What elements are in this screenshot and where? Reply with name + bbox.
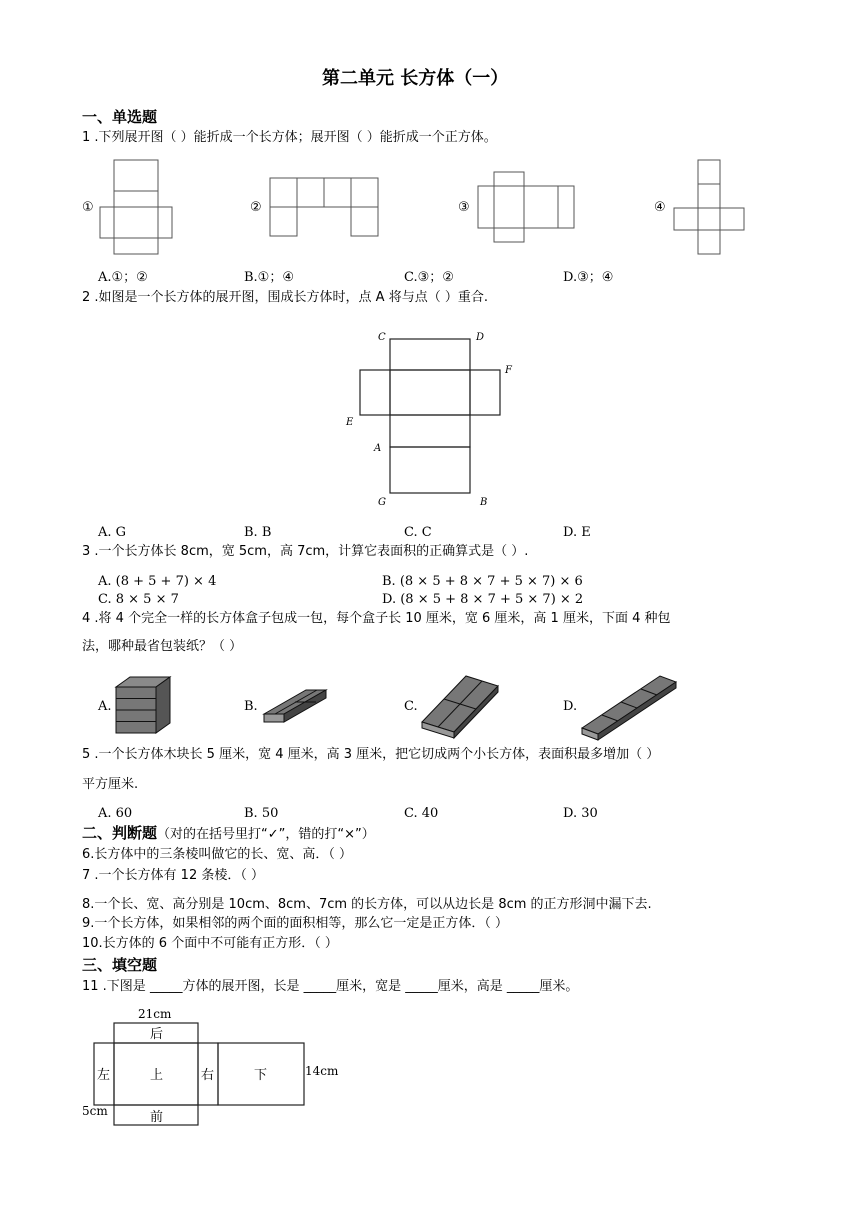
q1-net-4 — [674, 160, 744, 254]
q1-net-3 — [478, 172, 574, 242]
q11-face-right: 右 — [201, 1068, 215, 1083]
q2-option-d[interactable]: D. E — [563, 525, 591, 540]
q11-face-back: 后 — [150, 1027, 164, 1042]
q2-option-a[interactable]: A. G — [98, 525, 127, 540]
q4-package-c-grid — [420, 672, 500, 736]
q11-face-bottom: 下 — [254, 1068, 268, 1083]
q1-figure-label-1: ① — [82, 200, 94, 215]
q1-option-c[interactable]: C.③；② — [404, 270, 454, 285]
judge-question-7: 7 .一个长方体有 12 条棱．（ ） — [82, 868, 264, 883]
question-5-stem-line-1: 5 .一个长方体木块长 5 厘米，宽 4 厘米，高 3 厘米，把它切成两个小长方体，表面积最多增加（ ） — [82, 747, 660, 762]
q4-option-c[interactable]: C. — [404, 699, 418, 714]
q1-net-1 — [100, 160, 172, 254]
q11-dim-length: 21cm — [138, 1007, 172, 1021]
judge-question-6: 6.长方体中的三条棱叫做它的长、宽、高．（ ） — [82, 847, 353, 862]
question-4-stem-line-1: 4 .将 4 个完全一样的长方体盒子包成一包，每个盒子长 10 厘米，宽 6 厘米，高 1 厘米，下面 4 种包 — [82, 611, 671, 626]
q11-dim-height: 5cm — [82, 1104, 108, 1118]
q5-option-b[interactable]: B. 50 — [244, 806, 279, 821]
q4-package-d-long-row — [580, 670, 680, 740]
q2-point-c: C — [378, 332, 386, 343]
q4-option-a[interactable]: A. — [98, 699, 112, 714]
q1-option-a[interactable]: A.①；② — [98, 270, 148, 285]
q1-figure-label-4: ④ — [654, 200, 666, 215]
q2-point-b: B — [480, 497, 488, 508]
q3-option-d[interactable]: D. (8 × 5 + 8 × 7 + 5 × 7) × 2 — [382, 592, 584, 607]
q1-option-b[interactable]: B.①；④ — [244, 270, 294, 285]
q11-face-front: 前 — [150, 1110, 164, 1125]
q2-point-a: A — [374, 443, 382, 454]
section-2-note: （对的在括号里打“✓”，错的打“×”） — [157, 827, 375, 842]
q3-option-c[interactable]: C. 8 × 5 × 7 — [98, 592, 179, 607]
judge-question-10: 10.长方体的 6 个面中不可能有正方形．（ ） — [82, 936, 338, 951]
q3-option-a[interactable]: A. (8 + 5 + 7) × 4 — [98, 574, 217, 589]
q4-package-b-flat-pair — [262, 680, 330, 730]
q1-option-d[interactable]: D.③；④ — [563, 270, 614, 285]
question-1-stem: 1 .下列展开图（ ）能折成一个长方体；展开图（ ）能折成一个正方体。 — [82, 130, 497, 145]
q1-figure-label-3: ③ — [458, 200, 470, 215]
q3-option-b[interactable]: B. (8 × 5 + 8 × 7 + 5 × 7) × 6 — [382, 574, 583, 589]
q11-face-top: 上 — [150, 1068, 164, 1083]
question-3-stem: 3 .一个长方体长 8cm，宽 5cm，高 7cm，计算它表面积的正确算式是（ ）. — [82, 544, 529, 559]
judge-question-8: 8.一个长、宽、高分别是 10cm、8cm、7cm 的长方体，可以从边长是 8cm 的正方形洞中漏下去. — [82, 897, 652, 912]
question-2-stem: 2 .如图是一个长方体的展开图，围成长方体时，点 A 将与点（ ）重合. — [82, 290, 488, 305]
question-4-stem-line-2: 法，哪种最省包装纸？（ ） — [82, 639, 243, 654]
section-heading-single-choice: 一、单选题 — [82, 108, 158, 126]
section-heading-fill-blank: 三、填空题 — [82, 956, 158, 974]
q4-option-b[interactable]: B. — [244, 699, 258, 714]
q2-cuboid-net — [340, 325, 520, 510]
q1-figure-label-2: ② — [250, 200, 262, 215]
q11-dim-width: 14cm — [305, 1064, 339, 1078]
question-11-stem: 11 .下图是 _____方体的展开图，长是 _____厘米，宽是 _____厘米，高是 _____厘米。 — [82, 979, 579, 994]
section-heading-true-false — [82, 826, 375, 841]
q5-option-d[interactable]: D. 30 — [563, 806, 598, 821]
q11-cuboid-net — [80, 1005, 350, 1130]
q2-option-b[interactable]: B. B — [244, 525, 272, 540]
q5-option-c[interactable]: C. 40 — [404, 806, 439, 821]
q2-option-c[interactable]: C. C — [404, 525, 432, 540]
q4-package-a-stack — [116, 675, 172, 735]
section-2-title: 二、判断题 — [82, 824, 158, 842]
q1-net-2 — [270, 178, 382, 236]
q2-point-e: E — [346, 417, 354, 428]
judge-question-9: 9.一个长方体，如果相邻的两个面的面积相等，那么它一定是正方体．（ ） — [82, 916, 509, 931]
q2-point-d: D — [476, 332, 485, 343]
page-title: 第二单元 长方体（一） — [322, 68, 509, 89]
q2-point-f: F — [505, 365, 512, 376]
question-5-stem-line-2: 平方厘米. — [82, 777, 139, 792]
q5-option-a[interactable]: A. 60 — [98, 806, 133, 821]
q11-face-left: 左 — [97, 1068, 111, 1083]
q2-point-g: G — [378, 497, 386, 508]
q4-option-d[interactable]: D. — [563, 699, 578, 714]
